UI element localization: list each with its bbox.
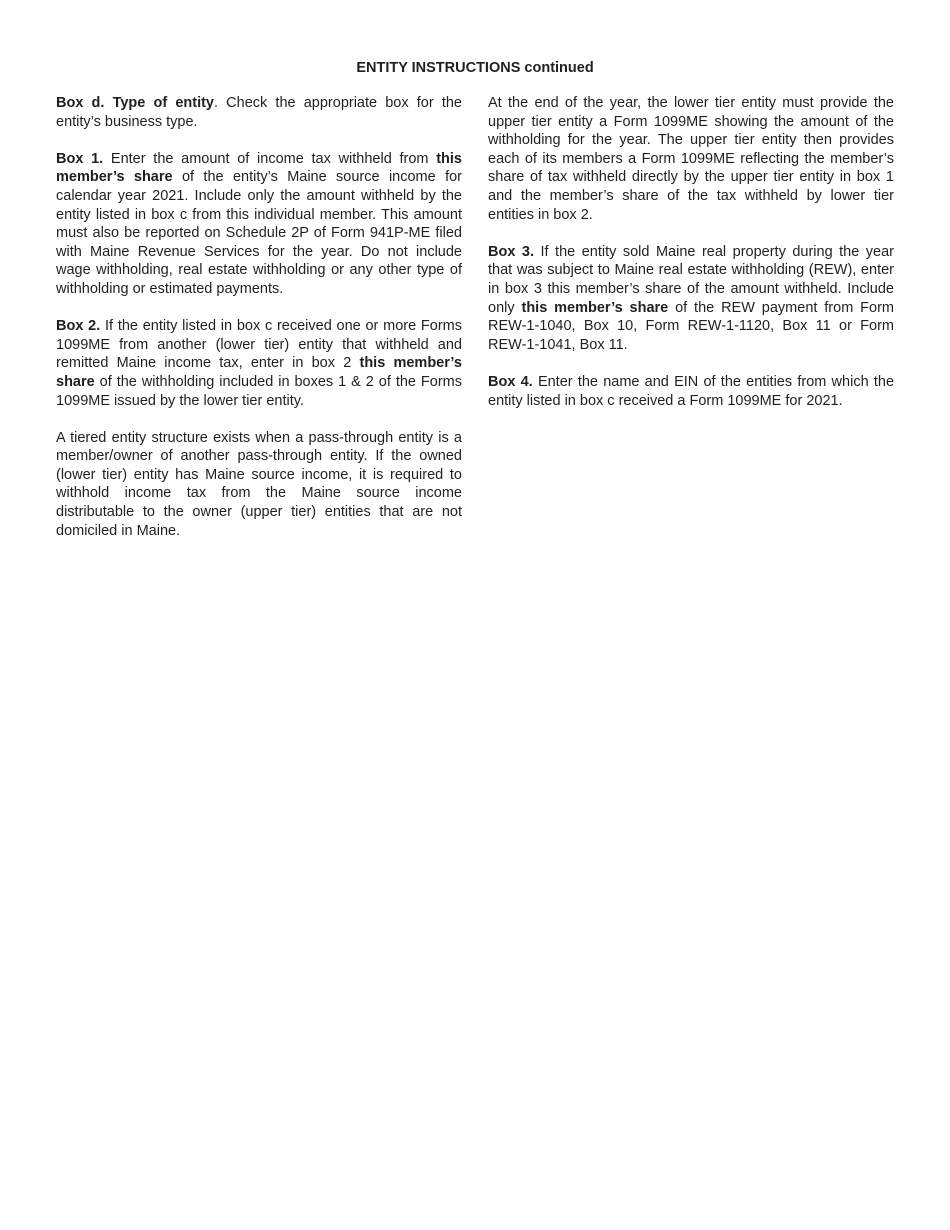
box-1-text-cont: of the entity’s Maine source income for calendar year 2021. Include only the amount withheld by the entity listed in box c from this individual member. This amount must also be reported on Schedule 2P of Form 941P-ME filed with Maine Revenue Services for the year. Do not include wage withholding, real estate withholding or any other type of withholding or estimated payments. <box>56 169 462 297</box>
box-d-text: . Check the appropriate box for the entity’s business type. <box>56 95 462 130</box>
box-2-text: If the entity listed in box c received one or more Forms 1099ME from another (lower tier) entity that withheld and remitted Maine income tax, enter in box 2 <box>56 318 463 372</box>
box-1-text: Enter the amount of income tax withheld from <box>103 150 437 167</box>
paragraph-box-2 <box>56 317 462 410</box>
box-3-text-cont: of the REW payment from Form REW-1-1040, Box 10, Form REW-1-1120, Box 11 or Form REW-1-1041, Box 11. <box>488 299 894 353</box>
tiered-structure-text: A tiered entity structure exists when a pass-through entity is a member/owner of another pass-through entity. If the owned (lower tier) entity has Maine source income, it is required to withhold income tax from the Maine source income distributable to the owner (upper tier) entities that are not domiciled in Maine. <box>56 429 462 539</box>
paragraph-box-4 <box>488 373 894 410</box>
right-column <box>488 94 894 429</box>
box-3-heading: Box 3. <box>488 243 534 260</box>
box-1-heading: Box 1. <box>56 150 104 167</box>
box-2-text-cont: of the withholding included in boxes 1 & 2 of the Forms 1099ME issued by the lower tier entity. <box>56 373 462 409</box>
year-end-text: At the end of the year, the lower tier entity must provide the upper tier entity a Form 1099ME showing the amount of the withholding for the year. The upper tier entity then provides each of its members a Form 1099ME reflecting the member’s share of tax withheld directly by the upper tier entity in box 1 and the member’s share of the tax withheld by lower tier entities in box 2. <box>488 95 894 223</box>
box-4-heading: Box 4. <box>488 373 533 390</box>
box-2-heading: Box 2. <box>56 318 101 335</box>
left-column <box>56 94 462 559</box>
box-1-emphasis: this member’s share <box>56 150 462 186</box>
paragraph-box-d <box>56 94 462 131</box>
box-3-emphasis: this member’s share <box>521 299 669 316</box>
paragraph-tiered-structure <box>56 429 462 541</box>
paragraph-box-1 <box>56 150 462 299</box>
box-d-heading: Box d. Type of entity <box>56 95 214 111</box>
page-title: ENTITY INSTRUCTIONS continued <box>356 60 594 76</box>
paragraph-year-end <box>488 94 894 224</box>
paragraph-box-3 <box>488 243 894 355</box>
box-2-emphasis: this member’s share <box>56 355 462 390</box>
box-3-text: If the entity sold Maine real property during the year that was subject to Maine real estate withholding (REW), enter in box 3 this member’s share of the amount withheld. Include only <box>488 243 895 316</box>
box-4-text: Enter the name and EIN of the entities from which the entity listed in box c received a Form 1099ME for 2021. <box>488 373 895 409</box>
